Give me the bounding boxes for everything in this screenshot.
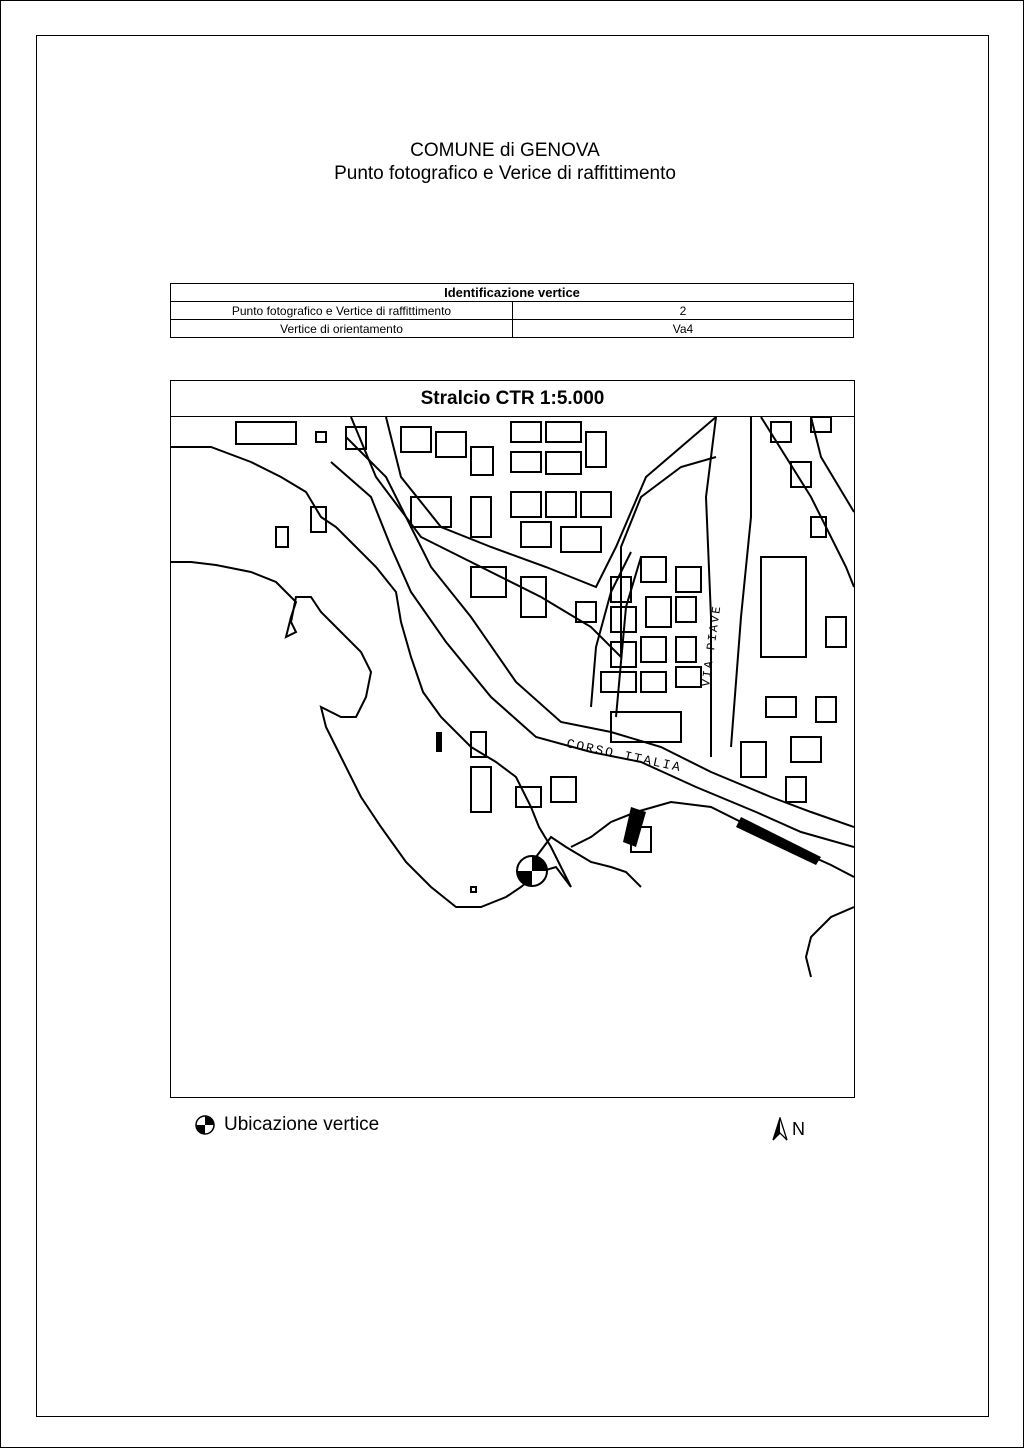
table-header-row xyxy=(171,284,854,302)
table-row xyxy=(171,320,854,338)
street-label-corso-italia: CORSO ITALIA xyxy=(565,736,684,776)
ctr-map xyxy=(171,417,854,1097)
north-indicator xyxy=(771,1117,805,1141)
table-cell-value: 2 xyxy=(513,302,854,320)
table-cell-label: Punto fotografico e Vertice di raffittimento xyxy=(171,302,513,320)
legend-label: Ubicazione vertice xyxy=(224,1114,380,1135)
map-excerpt xyxy=(170,416,855,1098)
table-cell-label: Vertice di orientamento xyxy=(171,320,513,338)
road-via-piave-east xyxy=(731,417,751,747)
table-title: Identificazione vertice xyxy=(171,284,854,302)
vertex-marker xyxy=(517,856,547,886)
road-via-piave-west xyxy=(706,417,716,757)
north-label: N xyxy=(792,1118,805,1139)
table-cell-value: Va4 xyxy=(513,320,854,338)
map-buildings xyxy=(236,417,846,892)
vertex-marker-icon xyxy=(195,1115,215,1135)
identification-table xyxy=(170,283,854,338)
map-legend xyxy=(195,1114,379,1136)
document-title: COMUNE di GENOVA xyxy=(410,140,600,161)
map-title: Stralcio CTR 1:5.000 xyxy=(170,380,855,417)
table-row xyxy=(171,302,854,320)
map-linework xyxy=(171,417,854,977)
north-arrow-icon xyxy=(771,1117,789,1141)
street-label-via-piave: VIA PIAVE xyxy=(699,603,725,688)
document-subtitle: Punto fotografico e Verice di raffittimento xyxy=(334,163,676,184)
